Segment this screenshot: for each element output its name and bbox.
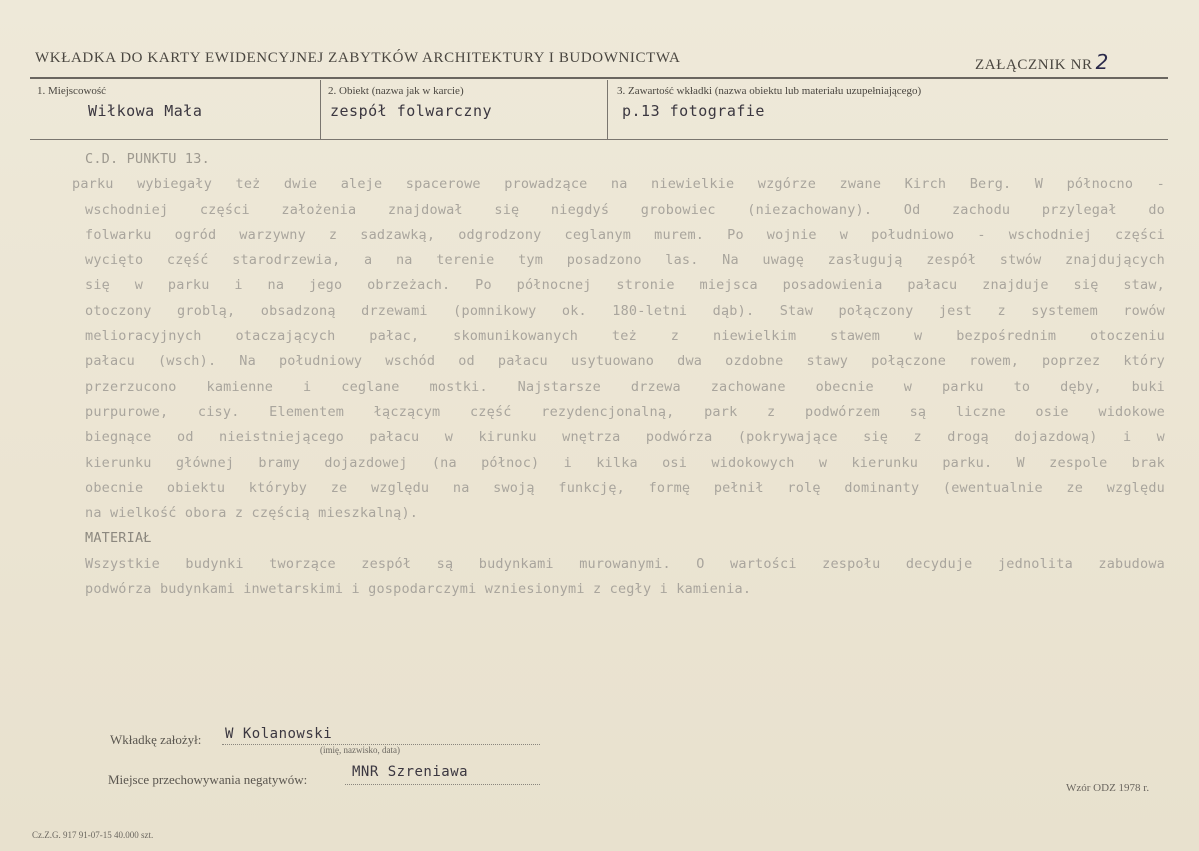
form-title: WKŁADKA DO KARTY EWIDENCYJNEJ ZABYTKÓW ARCHITEKTURY I BUDOWNICTWA <box>35 50 681 66</box>
author-label: Wkładkę założył: <box>110 732 202 747</box>
storage-label: Miejsce przechowywania negatywów: <box>108 772 308 787</box>
text-line: pałacu (wsch). Na południowy wschód od pałacu usytuowano dwa ozdobne stawy połączone rowem, poprzez który <box>85 353 1165 370</box>
text-line: przerzucono kamienne i ceglane mostki. Najstarsze drzewa zachowane obecnie w parku to dęby, buki <box>85 378 1165 395</box>
description-text <box>72 147 1165 602</box>
storage-line <box>345 784 540 785</box>
text-line: wycięto część starodrzewia, a na terenie tym posadzono las. Na uwagę zasługują zespół stwów znajdujących <box>85 252 1165 269</box>
text-line: otoczony groblą, obsadzoną drzewami (pomnikowy ok. 180-letni dąb). Staw połączony jest z systemem rowów <box>85 302 1165 319</box>
field-value-object: zespół folwarczny <box>330 102 493 120</box>
print-code: Cz.Z.G. 917 91-07-15 40.000 szt. <box>32 830 154 840</box>
material-line: Wszystkie budynki tworzące zespół są budynkami murowanymi. O wartości zespołu decyduje jednolita zabudowa <box>85 555 1165 572</box>
field-label-object: 2. Obiekt (nazwa jak w karcie) <box>328 85 464 97</box>
fields-rule <box>30 139 1168 140</box>
text-line: biegnące od nieistniejącego pałacu w kirunku wnętrza podwórza (pokrywające się z drogą dojazdową) i w <box>85 429 1165 446</box>
continuation-heading: C.D. PUNKTU 13. <box>85 151 210 167</box>
author-hint: (imię, nazwisko, data) <box>320 745 400 755</box>
author-value: W Kolanowski <box>225 726 333 742</box>
field-label-place: 1. Miejscowość <box>37 85 107 97</box>
text-line: wschodniej części założenia znajdował się niegdyś grobowiec (niezachowany). Od zachodu przylegał do <box>85 201 1165 218</box>
text-line: folwarku ogród warzywny z sadzawką, odgrodzony ceglanym murem. Po wojnie w południowo - wschodniej części <box>85 226 1165 243</box>
material-heading: MATERIAŁ <box>85 530 152 547</box>
header-rule <box>30 77 1168 79</box>
text-line: kierunku głównej bramy dojazdowej (na północ) i kilka osi widokowych w kierunku parku. W zespole brak <box>85 454 1165 471</box>
material-line: podwórza budynkami inwetarskimi i gospodarczymi wzniesionymi z cegły i kamienia. <box>85 581 752 598</box>
text-line: na wielkość obora z częścią mieszkalną). <box>85 505 419 522</box>
field-value-place: Wiłkowa Mała <box>88 102 203 120</box>
text-line: obecnie obiektu któryby ze względu na swoją funkcję, formę pełnił rolę dominanty (ewentualnie ze względu <box>85 479 1165 496</box>
field-label-content: 3. Zawartość wkładki (nazwa obiektu lub materiału uzupełniającego) <box>617 85 922 97</box>
text-line: purpurowe, cisy. Elementem łączącym część rezydencjonalną, park z podwórzem są liczne osie widokowe <box>85 403 1165 420</box>
field-divider <box>320 80 321 139</box>
text-line: się w parku i na jego obrzeżach. Po północnej stronie miejsca posadowienia pałacu znajduje się staw, <box>85 277 1165 294</box>
text-line: parku wybiegały też dwie aleje spacerowe prowadzące na niewielkie wzgórze zwane Kirch Berg. W północno - <box>72 176 1165 193</box>
attachment-label: ZAŁĄCZNIK NR <box>975 57 1093 73</box>
attachment-number-value: 2 <box>1095 50 1109 74</box>
field-divider <box>607 80 608 139</box>
storage-value: MNR Szreniawa <box>352 764 469 780</box>
form-template-note: Wzór ODZ 1978 r. <box>1066 782 1150 794</box>
text-line: melioracyjnych otaczających pałac, skomunikowanych też z niewielkim stawem w bezpośrednim otoczeniu <box>85 328 1165 345</box>
attachment-number <box>975 50 1109 74</box>
field-value-content: p.13 fotografie <box>622 102 765 120</box>
